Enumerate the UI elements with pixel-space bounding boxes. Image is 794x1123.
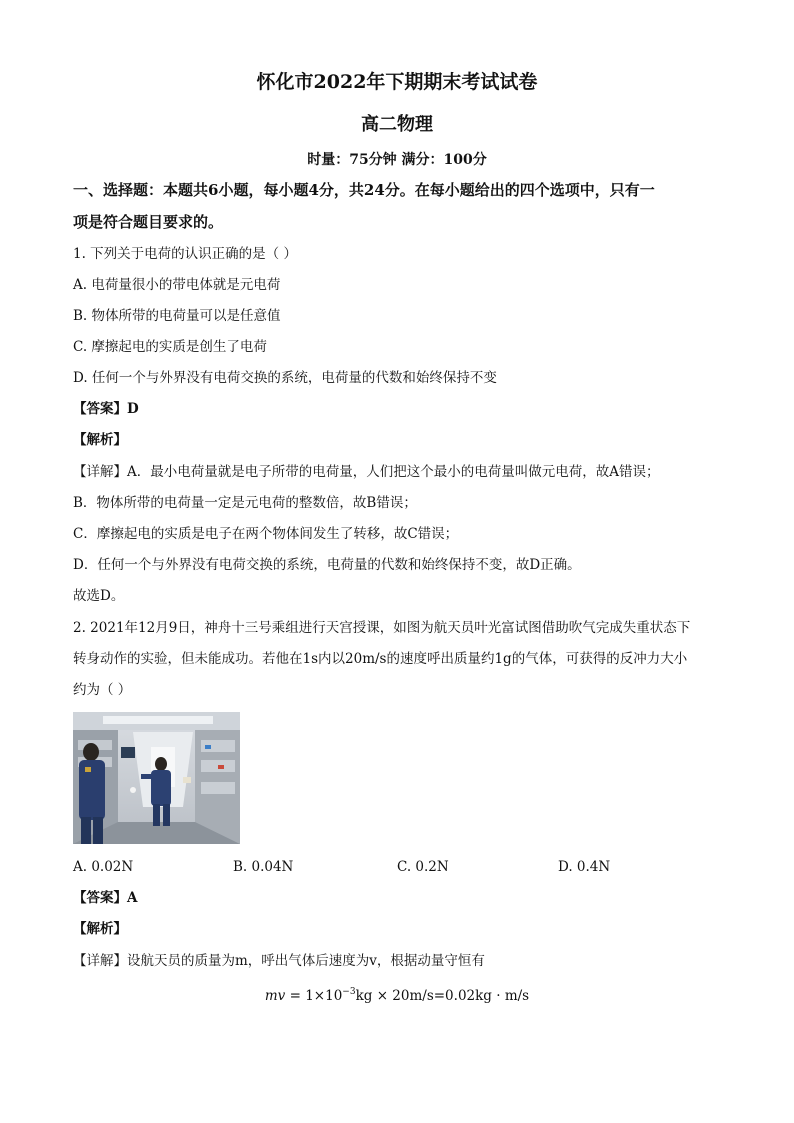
exam-meta: 时量：75分钟 满分：100分 <box>307 152 487 168</box>
section-heading-line2: 项是符合题目要求的。 <box>73 213 224 231</box>
q1-detail-line: C．摩擦起电的实质是电子在两个物体间发生了转移，故C错误； <box>73 526 459 542</box>
q2-option-b: B. 0.04N <box>233 859 294 875</box>
q2-analysis-label: 【解析】 <box>73 921 127 937</box>
momentum-formula <box>0 987 794 1004</box>
q1-option-b: B. 物体所带的电荷量可以是任意值 <box>73 308 281 324</box>
space-station-photo <box>73 712 240 844</box>
q1-detail-line: B．物体所带的电荷量一定是元电荷的整数倍，故B错误； <box>73 495 417 511</box>
q1-detail-line: D．任何一个与外界没有电荷交换的系统，电荷量的代数和始终保持不变，故D正确。 <box>73 557 581 573</box>
section-heading-line1: 一、选择题：本题共6小题，每小题4分，共24分。在每小题给出的四个选项中，只有一 <box>73 181 655 199</box>
formula-rhs: kg × 20m/s=0.02kg · m/s <box>355 988 530 1004</box>
q1-option-d: D. 任何一个与外界没有电荷交换的系统，电荷量的代数和始终保持不变 <box>73 370 497 386</box>
formula-exponent: −3 <box>342 987 356 997</box>
formula-mid: = 1×10 <box>285 988 343 1004</box>
q1-detail-line: 【详解】A．最小电荷量就是电子所带的电荷量，人们把这个最小的电荷量叫做元电荷，故A错误； <box>73 464 660 480</box>
q2-answer: 【答案】A <box>73 890 138 906</box>
q1-answer: 【答案】D <box>73 401 139 417</box>
q1-stem: 1. 下列关于电荷的认识正确的是（ ） <box>73 246 297 262</box>
q2-option-c: C. 0.2N <box>397 859 449 875</box>
q2-stem-line: 转身动作的实验，但未能成功。若他在1s内以20m/s的速度呼出质量约1g的气体，可获得的反冲力大小 <box>73 651 688 667</box>
q1-option-c: C. 摩擦起电的实质是创生了电荷 <box>73 339 267 355</box>
q2-option-a: A. 0.02N <box>73 859 134 875</box>
q2-detail: 【详解】设航天员的质量为m，呼出气体后速度为v，根据动量守恒有 <box>73 953 485 969</box>
q2-stem-line: 约为（ ） <box>73 682 132 698</box>
page-subtitle: 高二物理 <box>361 114 433 135</box>
q2-option-d: D. 0.4N <box>558 859 611 875</box>
q1-detail-line: 故选D。 <box>73 588 125 604</box>
q2-stem-line: 2. 2021年12月9日，神舟十三号乘组进行天宫授课，如图为航天员叶光富试图借助吹气完成失重状态下 <box>73 620 691 636</box>
page-title: 怀化市2022年下期期末考试试卷 <box>256 71 538 93</box>
formula-lhs: mv <box>264 988 286 1004</box>
q1-option-a: A. 电荷量很小的带电体就是元电荷 <box>73 277 281 293</box>
q1-analysis-label: 【解析】 <box>73 432 127 448</box>
